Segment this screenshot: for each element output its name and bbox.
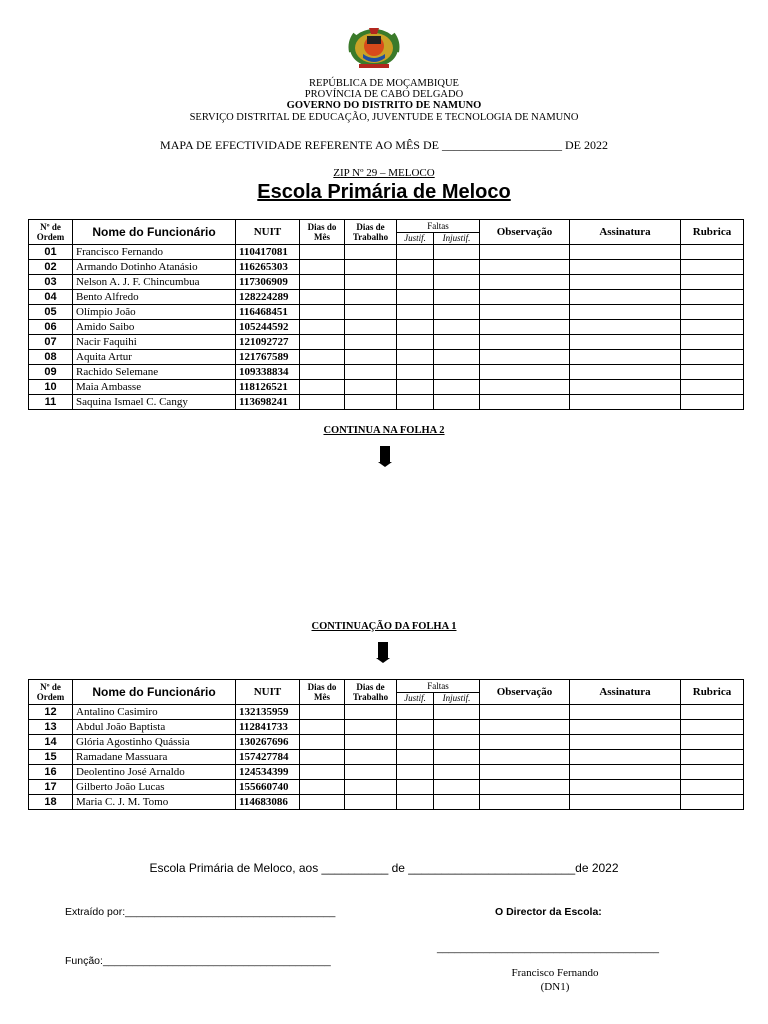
cell-observacao	[480, 395, 570, 410]
row-number: 15	[29, 750, 73, 765]
col-rubrica: Rubrica	[681, 680, 744, 705]
cell-rubrica	[681, 780, 744, 795]
cell-justif	[397, 350, 434, 365]
cell-dias-mes	[300, 320, 345, 335]
col-nuit: NUIT	[236, 680, 300, 705]
director-code: (DN1)	[540, 981, 570, 993]
cell-rubrica	[681, 395, 744, 410]
employee-name: Glória Agostinho Quássia	[73, 735, 236, 750]
cell-dias-mes	[300, 245, 345, 260]
table-row	[29, 245, 744, 260]
director-title: O Director da Escola:	[495, 906, 602, 918]
zip-label: ZIP Nº 29 – MELOCO	[333, 167, 435, 179]
cell-observacao	[480, 320, 570, 335]
cell-dias-trabalho	[345, 750, 397, 765]
cell-dias-trabalho	[345, 765, 397, 780]
cell-justif	[397, 260, 434, 275]
cell-justif	[397, 365, 434, 380]
employee-name: Amido Saibo	[73, 320, 236, 335]
employee-name: Maria C. J. M. Tomo	[73, 795, 236, 810]
cell-dias-mes	[300, 735, 345, 750]
cell-rubrica	[681, 705, 744, 720]
header-republic: REPÚBLICA DE MOÇAMBIQUE	[309, 78, 459, 89]
cell-dias-trabalho	[345, 380, 397, 395]
employee-nuit: 155660740	[236, 780, 300, 795]
cell-rubrica	[681, 275, 744, 290]
col-faltas: Faltas	[397, 680, 480, 693]
row-number: 08	[29, 350, 73, 365]
cell-injustif	[434, 705, 480, 720]
cell-injustif	[434, 350, 480, 365]
cell-assinatura	[570, 765, 681, 780]
table-row	[29, 735, 744, 750]
cell-observacao	[480, 705, 570, 720]
cell-rubrica	[681, 305, 744, 320]
cell-dias-mes	[300, 765, 345, 780]
col-observacao: Observação	[480, 680, 570, 705]
cell-injustif	[434, 795, 480, 810]
cell-assinatura	[570, 380, 681, 395]
row-number: 05	[29, 305, 73, 320]
cell-assinatura	[570, 350, 681, 365]
employee-name: Ramadane Massuara	[73, 750, 236, 765]
cell-rubrica	[681, 335, 744, 350]
cell-justif	[397, 275, 434, 290]
signature-line: ______________________________________	[437, 942, 659, 954]
arrow-down-icon	[378, 642, 388, 658]
cell-justif	[397, 305, 434, 320]
col-injustif: Injustif.	[434, 233, 480, 245]
cell-rubrica	[681, 750, 744, 765]
row-number: 12	[29, 705, 73, 720]
cell-rubrica	[681, 380, 744, 395]
cell-justif	[397, 245, 434, 260]
cell-observacao	[480, 765, 570, 780]
cell-injustif	[434, 335, 480, 350]
table-row	[29, 765, 744, 780]
employee-nuit: 128224289	[236, 290, 300, 305]
employee-nuit: 118126521	[236, 380, 300, 395]
cell-justif	[397, 765, 434, 780]
row-number: 01	[29, 245, 73, 260]
extraido-field: Extraído por:____________________________________	[65, 906, 336, 918]
cell-injustif	[434, 720, 480, 735]
cell-injustif	[434, 765, 480, 780]
table-row	[29, 705, 744, 720]
cell-dias-trabalho	[345, 705, 397, 720]
employee-name: Deolentino José Arnaldo	[73, 765, 236, 780]
cell-assinatura	[570, 245, 681, 260]
cell-justif	[397, 290, 434, 305]
cell-dias-mes	[300, 795, 345, 810]
table-row	[29, 365, 744, 380]
row-number: 07	[29, 335, 73, 350]
cell-assinatura	[570, 365, 681, 380]
col-faltas: Faltas	[397, 220, 480, 233]
cell-assinatura	[570, 705, 681, 720]
cell-dias-mes	[300, 395, 345, 410]
cell-observacao	[480, 350, 570, 365]
cell-observacao	[480, 795, 570, 810]
col-injustif: Injustif.	[434, 693, 480, 705]
cell-observacao	[480, 365, 570, 380]
cell-injustif	[434, 305, 480, 320]
table-row	[29, 305, 744, 320]
cell-assinatura	[570, 275, 681, 290]
cell-justif	[397, 395, 434, 410]
cell-assinatura	[570, 290, 681, 305]
cell-rubrica	[681, 735, 744, 750]
cell-dias-trabalho	[345, 320, 397, 335]
employee-nuit: 116468451	[236, 305, 300, 320]
employee-nuit: 113698241	[236, 395, 300, 410]
cell-assinatura	[570, 395, 681, 410]
col-justif: Justif.	[397, 693, 434, 705]
footer-date-line: Escola Primária de Meloco, aos __________ de _________________________de 2022	[149, 861, 619, 875]
cell-justif	[397, 720, 434, 735]
cell-rubrica	[681, 765, 744, 780]
employee-nuit: 130267696	[236, 735, 300, 750]
cell-dias-trabalho	[345, 305, 397, 320]
header-government: GOVERNO DO DISTRITO DE NAMUNO	[286, 100, 482, 111]
cell-rubrica	[681, 245, 744, 260]
cell-dias-mes	[300, 305, 345, 320]
employee-name: Rachido Selemane	[73, 365, 236, 380]
cell-observacao	[480, 260, 570, 275]
table-row	[29, 335, 744, 350]
col-nome: Nome do Funcionário	[73, 680, 236, 705]
cell-assinatura	[570, 305, 681, 320]
cell-justif	[397, 380, 434, 395]
attendance-table-sheet1	[28, 219, 744, 410]
cell-assinatura	[570, 260, 681, 275]
cell-dias-mes	[300, 720, 345, 735]
row-number: 14	[29, 735, 73, 750]
cell-rubrica	[681, 720, 744, 735]
cell-dias-mes	[300, 335, 345, 350]
cell-justif	[397, 735, 434, 750]
col-ordem: Nº de Ordem	[29, 220, 73, 245]
col-assinatura: Assinatura	[570, 680, 681, 705]
cell-dias-trabalho	[345, 245, 397, 260]
cell-assinatura	[570, 795, 681, 810]
cell-justif	[397, 750, 434, 765]
table-row	[29, 350, 744, 365]
cell-injustif	[434, 245, 480, 260]
cell-assinatura	[570, 750, 681, 765]
header-service: SERVIÇO DISTRITAL DE EDUCAÇÃO, JUVENTUDE E TECNOLOGIA DE NAMUNO	[189, 112, 579, 123]
employee-name: Aquita Artur	[73, 350, 236, 365]
cell-observacao	[480, 275, 570, 290]
cell-assinatura	[570, 735, 681, 750]
row-number: 10	[29, 380, 73, 395]
col-ordem: Nº de Ordem	[29, 680, 73, 705]
cell-injustif	[434, 260, 480, 275]
employee-nuit: 112841733	[236, 720, 300, 735]
cell-injustif	[434, 320, 480, 335]
cell-dias-trabalho	[345, 735, 397, 750]
col-dias-mes: Dias do Mês	[300, 680, 345, 705]
continua-label: CONTINUA NA FOLHA 2	[323, 425, 445, 436]
col-observacao: Observação	[480, 220, 570, 245]
cell-assinatura	[570, 320, 681, 335]
employee-name: Gilberto João Lucas	[73, 780, 236, 795]
cell-dias-mes	[300, 780, 345, 795]
cell-dias-trabalho	[345, 780, 397, 795]
cell-justif	[397, 780, 434, 795]
cell-justif	[397, 795, 434, 810]
col-dias-trabalho: Dias de Trabalho	[345, 680, 397, 705]
employee-name: Maia Ambasse	[73, 380, 236, 395]
col-dias-trabalho: Dias de Trabalho	[345, 220, 397, 245]
cell-rubrica	[681, 320, 744, 335]
school-title: Escola Primária de Meloco	[257, 181, 511, 203]
cell-injustif	[434, 380, 480, 395]
row-number: 13	[29, 720, 73, 735]
employee-nuit: 114683086	[236, 795, 300, 810]
employee-name: Bento Alfredo	[73, 290, 236, 305]
cell-dias-trabalho	[345, 365, 397, 380]
row-number: 17	[29, 780, 73, 795]
row-number: 16	[29, 765, 73, 780]
cell-justif	[397, 335, 434, 350]
employee-name: Armando Dotinho Atanásio	[73, 260, 236, 275]
table-row	[29, 260, 744, 275]
mapa-title: MAPA DE EFECTIVIDADE REFERENTE AO MÊS DE ____________________ DE 2022	[160, 138, 608, 152]
cell-dias-trabalho	[345, 335, 397, 350]
coat-of-arms-emblem	[345, 24, 403, 70]
table-row	[29, 275, 744, 290]
cell-observacao	[480, 245, 570, 260]
employee-name: Francisco Fernando	[73, 245, 236, 260]
employee-nuit: 121092727	[236, 335, 300, 350]
employee-name: Saquina Ismael C. Cangy	[73, 395, 236, 410]
cell-dias-trabalho	[345, 350, 397, 365]
cell-dias-mes	[300, 365, 345, 380]
cell-assinatura	[570, 335, 681, 350]
director-name: Francisco Fernando	[511, 967, 599, 979]
cell-dias-trabalho	[345, 720, 397, 735]
table-row	[29, 380, 744, 395]
col-justif: Justif.	[397, 233, 434, 245]
cell-dias-trabalho	[345, 260, 397, 275]
cell-observacao	[480, 780, 570, 795]
table-row	[29, 795, 744, 810]
table-row	[29, 290, 744, 305]
employee-name: Antalino Casimiro	[73, 705, 236, 720]
row-number: 11	[29, 395, 73, 410]
cell-dias-mes	[300, 260, 345, 275]
cell-injustif	[434, 290, 480, 305]
funcao-field: Função:_______________________________________	[65, 955, 331, 967]
cell-assinatura	[570, 780, 681, 795]
col-nome: Nome do Funcionário	[73, 220, 236, 245]
col-rubrica: Rubrica	[681, 220, 744, 245]
cell-rubrica	[681, 350, 744, 365]
row-number: 02	[29, 260, 73, 275]
cell-justif	[397, 705, 434, 720]
table-row	[29, 320, 744, 335]
employee-name: Nelson A. J. F. Chincumbua	[73, 275, 236, 290]
cell-injustif	[434, 780, 480, 795]
row-number: 06	[29, 320, 73, 335]
col-nuit: NUIT	[236, 220, 300, 245]
cell-dias-mes	[300, 705, 345, 720]
header-province: PROVÍNCIA DE CABO DELGADO	[304, 89, 464, 100]
employee-name: Abdul João Baptista	[73, 720, 236, 735]
cell-dias-trabalho	[345, 395, 397, 410]
col-dias-mes: Dias do Mês	[300, 220, 345, 245]
cell-justif	[397, 320, 434, 335]
table-row	[29, 780, 744, 795]
table-row	[29, 750, 744, 765]
cell-observacao	[480, 305, 570, 320]
cell-rubrica	[681, 795, 744, 810]
cell-dias-trabalho	[345, 275, 397, 290]
cell-observacao	[480, 750, 570, 765]
cell-dias-mes	[300, 290, 345, 305]
cell-dias-mes	[300, 380, 345, 395]
cell-assinatura	[570, 720, 681, 735]
employee-nuit: 157427784	[236, 750, 300, 765]
cell-injustif	[434, 735, 480, 750]
table-row	[29, 720, 744, 735]
cell-observacao	[480, 335, 570, 350]
continuacao-label: CONTINUAÇÃO DA FOLHA 1	[311, 621, 457, 632]
employee-nuit: 110417081	[236, 245, 300, 260]
employee-nuit: 132135959	[236, 705, 300, 720]
cell-observacao	[480, 735, 570, 750]
col-assinatura: Assinatura	[570, 220, 681, 245]
cell-dias-trabalho	[345, 795, 397, 810]
cell-dias-mes	[300, 275, 345, 290]
cell-rubrica	[681, 365, 744, 380]
cell-rubrica	[681, 290, 744, 305]
row-number: 18	[29, 795, 73, 810]
cell-injustif	[434, 275, 480, 290]
employee-name: Nacir Faquihi	[73, 335, 236, 350]
employee-nuit: 124534399	[236, 765, 300, 780]
cell-dias-mes	[300, 350, 345, 365]
employee-nuit: 116265303	[236, 260, 300, 275]
employee-nuit: 117306909	[236, 275, 300, 290]
employee-nuit: 105244592	[236, 320, 300, 335]
cell-dias-mes	[300, 750, 345, 765]
cell-observacao	[480, 720, 570, 735]
cell-observacao	[480, 380, 570, 395]
row-number: 04	[29, 290, 73, 305]
cell-dias-trabalho	[345, 290, 397, 305]
attendance-table-sheet2	[28, 679, 744, 810]
cell-injustif	[434, 365, 480, 380]
row-number: 09	[29, 365, 73, 380]
cell-injustif	[434, 750, 480, 765]
employee-nuit: 121767589	[236, 350, 300, 365]
employee-nuit: 109338834	[236, 365, 300, 380]
cell-injustif	[434, 395, 480, 410]
cell-observacao	[480, 290, 570, 305]
arrow-down-icon	[380, 446, 390, 462]
table-row	[29, 395, 744, 410]
row-number: 03	[29, 275, 73, 290]
employee-name: Olímpio João	[73, 305, 236, 320]
cell-rubrica	[681, 260, 744, 275]
